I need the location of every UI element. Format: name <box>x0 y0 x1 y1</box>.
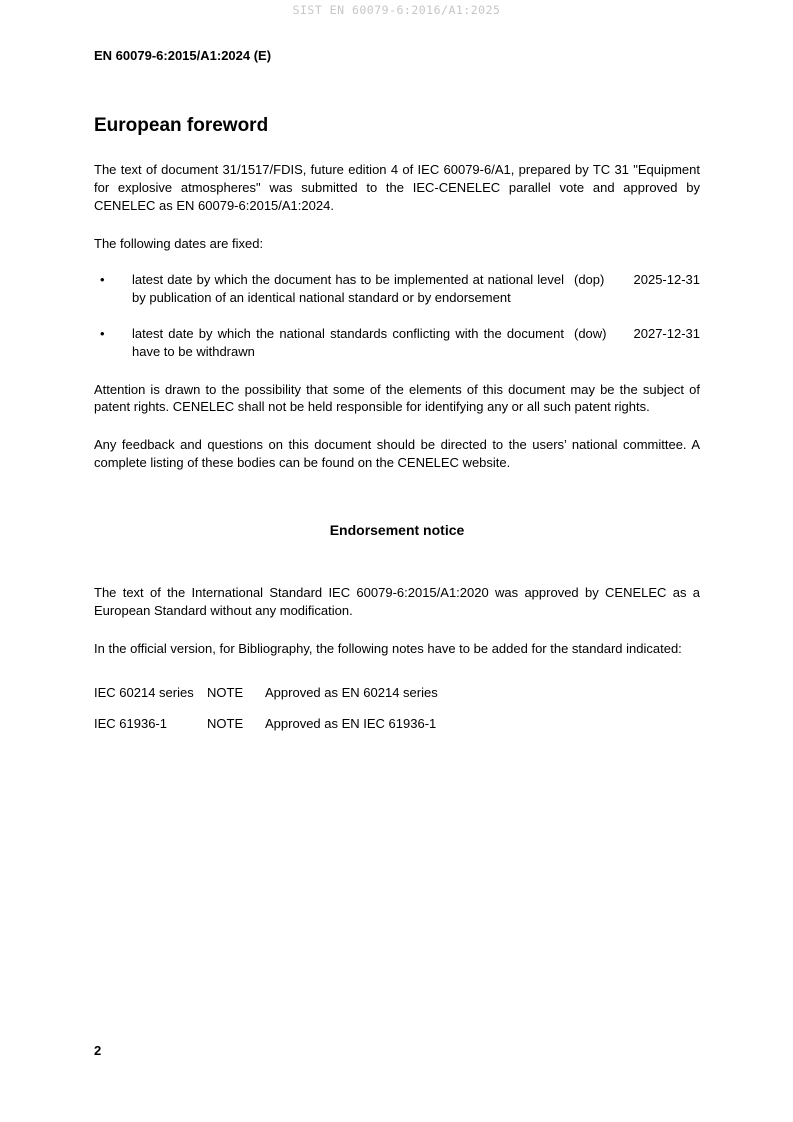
endorsement-bibliography-paragraph: In the official version, for Bibliography, the following notes have to be added for the standard indicated: <box>94 641 682 657</box>
fixed-dates-list <box>94 271 700 361</box>
date-item-text: latest date by which the national standards conflicting with the document have to be withdrawn <box>132 325 564 359</box>
note-text: Approved as EN IEC 61936-1 <box>265 716 437 731</box>
bullet-icon: • <box>100 271 105 287</box>
endorsement-approved-paragraph: The text of the International Standard IEC 60079-6:2015/A1:2020 was approved by CENELEC as a European Standard without any modification. <box>94 585 700 619</box>
date-item-code: (dop) <box>574 271 605 287</box>
dates-intro: The following dates are fixed: <box>94 235 264 251</box>
watermark-text: SIST EN 60079-6:2016/A1:2025 <box>292 3 501 17</box>
date-item-value: 2025-12-31 <box>633 271 700 287</box>
note-text: Approved as EN 60214 series <box>265 685 438 701</box>
patent-rights-paragraph: Attention is drawn to the possibility that some of the elements of this document may be the subject of patent rights. CENELEC shall not be held responsible for identifying any or all such patent rights. <box>94 381 700 415</box>
note-standard: IEC 60214 series <box>94 685 194 701</box>
list-item <box>94 325 700 361</box>
endorsement-title: Endorsement notice <box>329 522 465 539</box>
bullet-icon: • <box>100 325 105 341</box>
date-item-text: latest date by which the document has to be implemented at national level by publication of an identical national standard or by endorsement <box>132 271 564 305</box>
feedback-paragraph: Any feedback and questions on this document should be directed to the users’ national committee. A complete listing of these bodies can be found on the CENELEC website. <box>94 437 700 471</box>
list-item <box>94 271 700 307</box>
date-item-value: 2027-12-31 <box>633 325 700 341</box>
date-item-code: (dow) <box>574 325 607 341</box>
note-label: NOTE <box>207 685 244 701</box>
page-number: 2 <box>94 1043 102 1058</box>
endorsement-notes-table <box>94 684 700 733</box>
note-label: NOTE <box>207 716 244 731</box>
note-standard: IEC 61936-1 <box>94 716 167 731</box>
foreword-title: European foreword <box>94 115 269 136</box>
page-content <box>94 48 700 733</box>
doc-reference: EN 60079-6:2015/A1:2024 (E) <box>94 48 272 63</box>
foreword-intro-paragraph: The text of document 31/1517/FDIS, future edition 4 of IEC 60079-6/A1, prepared by TC 31 "Equipment for explosive atmospheres" was submitted to the IEC-CENELEC parallel vote and approved by CENELEC as EN 60079-6:2015/A1:2024. <box>94 162 700 213</box>
